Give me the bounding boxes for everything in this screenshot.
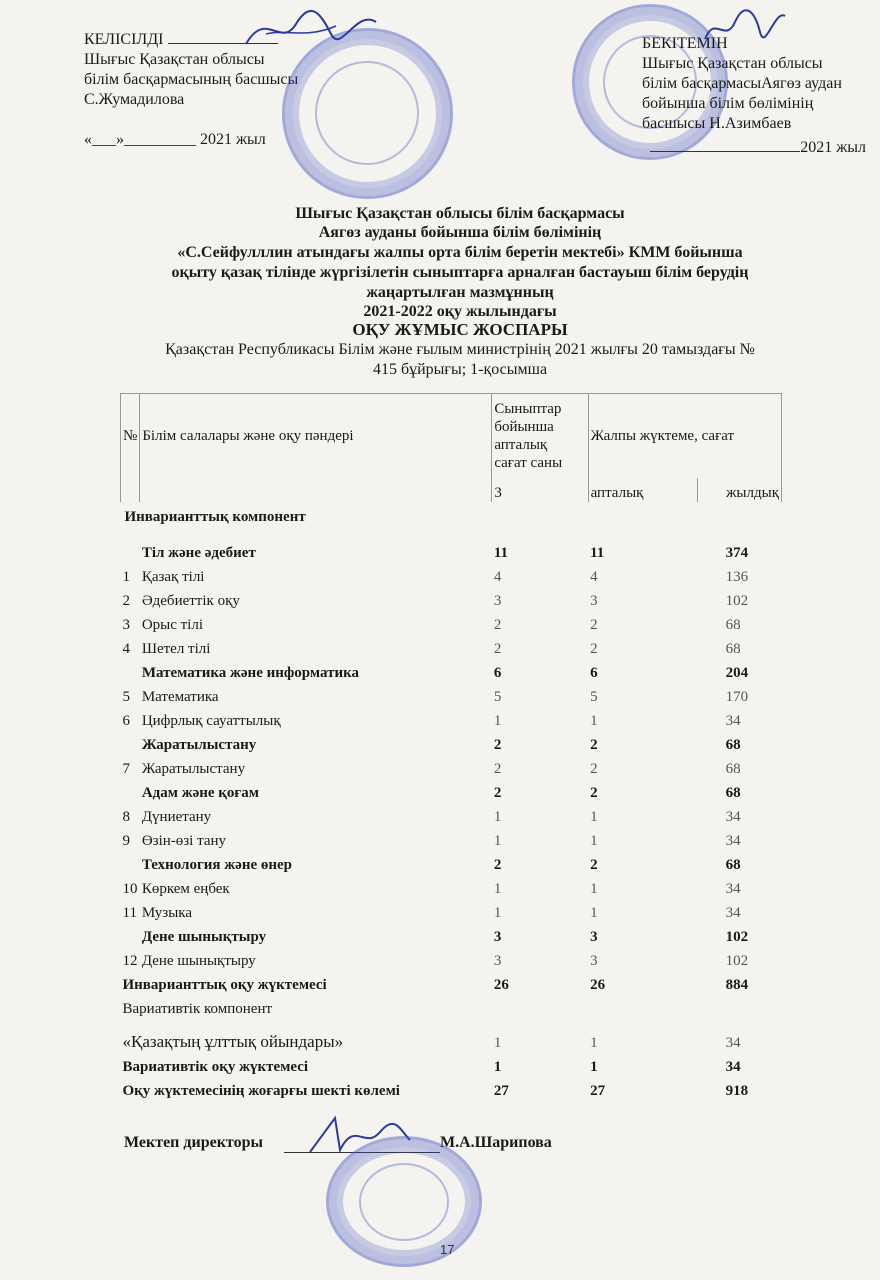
header-hours: Сыныптар бойынша апталық сағат саны	[492, 394, 588, 479]
row-grade-hours: 3	[493, 593, 502, 609]
header-yearly: жылдық	[698, 478, 782, 502]
row-name: Вариативтік оқу жүктемесі	[122, 1059, 309, 1075]
row-yearly: 68	[725, 617, 741, 633]
section-row	[121, 730, 782, 754]
row-grade-hours: 1	[493, 905, 502, 921]
doc-subtitle-line2: 415 бұйрығы; 1-қосымша	[372, 361, 548, 378]
row-name: Өзін-өзі тану	[141, 833, 227, 849]
row-weekly: 1	[590, 713, 598, 729]
row-yearly: 68	[725, 641, 741, 657]
row-yearly: 918	[725, 1083, 749, 1099]
row-name: Жаратылыстану	[141, 737, 257, 753]
row-name: Дене шынықтыру	[141, 953, 256, 969]
header-weekly: апталық	[588, 478, 697, 502]
variative-total-row	[121, 1052, 782, 1076]
row-name: Дүниетану	[141, 809, 212, 825]
row-grade-hours: 1	[493, 713, 502, 729]
row-grade-hours: 2	[493, 737, 502, 753]
approval-right-line3: бойынша білім бөлімінің	[642, 95, 814, 112]
row-num: 8	[122, 809, 130, 825]
row-name: Адам және қоғам	[141, 785, 259, 801]
row-num: 2	[122, 593, 130, 609]
row-weekly: 1	[590, 905, 598, 921]
row-yearly: 102	[725, 953, 749, 969]
row-grade-hours: 1	[493, 881, 502, 897]
row-weekly: 4	[590, 569, 598, 585]
table-subheader-row	[121, 478, 782, 502]
row-name: Жаратылыстану	[141, 761, 246, 777]
row-num: 5	[122, 689, 130, 705]
row-name: Оқу жүктемесінің жоғарғы шекті көлемі	[122, 1083, 400, 1099]
row-num: 10	[122, 881, 138, 897]
table-row	[121, 898, 782, 922]
row-yearly: 34	[725, 1035, 741, 1051]
variative-section-row	[121, 994, 782, 1018]
row-yearly: 68	[725, 737, 741, 753]
official-stamp-bottom	[326, 1136, 482, 1267]
row-grade-hours: 1	[493, 833, 502, 849]
row-name: Қазақ тілі	[141, 569, 205, 585]
row-num	[121, 658, 140, 682]
approval-left-line1: Шығыс Қазақстан облысы	[84, 51, 265, 68]
row-yearly: 34	[725, 809, 741, 825]
row-num	[121, 850, 140, 874]
row-grade-hours: 27	[493, 1083, 509, 1099]
row-weekly: 1	[590, 1059, 598, 1075]
row-grade-hours: 2	[493, 641, 502, 657]
row-weekly: 3	[590, 953, 598, 969]
section-row	[121, 850, 782, 874]
max-total-row	[121, 1076, 782, 1100]
row-grade-hours: 2	[493, 617, 502, 633]
approval-left-line3: С.Жумадилова	[84, 91, 185, 108]
row-name: Музыка	[141, 905, 192, 921]
row-yearly: 102	[725, 593, 749, 609]
row-name: Математика	[141, 689, 219, 705]
row-num	[121, 922, 140, 946]
doc-title-line1: Шығыс Қазақстан облысы білім басқармасы	[295, 205, 625, 222]
row-num: 7	[122, 761, 130, 777]
row-yearly: 68	[725, 785, 741, 801]
row-yearly: 204	[725, 665, 749, 681]
row-grade-hours: 26	[493, 977, 509, 993]
approval-right	[642, 34, 842, 134]
table-row	[121, 802, 782, 826]
row-weekly: 6	[590, 665, 598, 681]
doc-title-main: ОҚУ ЖҰМЫС ЖОСПАРЫ	[352, 320, 568, 339]
table-row	[121, 562, 782, 586]
row-yearly: 34	[725, 713, 741, 729]
header-total: Жалпы жүктеме, сағат	[588, 394, 781, 479]
row-weekly: 1	[590, 881, 598, 897]
row-weekly: 2	[590, 617, 598, 633]
row-grade-hours: 2	[493, 857, 502, 873]
row-num: 1	[122, 569, 130, 585]
row-weekly: 27	[590, 1083, 606, 1099]
row-weekly: 3	[590, 929, 598, 945]
signature-left	[236, 4, 386, 54]
row-name: Математика және информатика	[141, 665, 360, 681]
doc-title-line4: оқыту қазақ тілінде жүргізілетін сыныптарға арналған бастауыш білім берудің	[171, 264, 749, 281]
row-weekly: 2	[590, 737, 598, 753]
row-weekly: 2	[590, 857, 598, 873]
invariant-label: Инварианттық компонент	[124, 509, 306, 525]
row-weekly: 2	[590, 761, 598, 777]
header-subjects: Білім салалары және оқу пәндері	[140, 394, 492, 479]
row-grade-hours: 6	[493, 665, 502, 681]
doc-title-line3: «С.Сейфулллин атындағы жалпы орта білім беретін мектебі» КММ бойынша	[177, 244, 743, 261]
approval-right-line2: білім басқармасыАягөз аудан	[642, 75, 842, 92]
row-yearly: 68	[725, 857, 741, 873]
approval-left-line2: білім басқармасының басшысы	[84, 71, 299, 88]
row-yearly: 34	[725, 833, 741, 849]
row-yearly: 884	[725, 977, 749, 993]
row-yearly: 136	[725, 569, 749, 585]
row-name: Орыс тілі	[141, 617, 204, 633]
approval-right-date: 2021 жыл	[800, 139, 866, 156]
director-label: Мектеп директоры	[124, 1134, 263, 1151]
approval-right-date-row	[640, 138, 866, 158]
row-weekly: 5	[590, 689, 598, 705]
row-num	[121, 778, 140, 802]
row-weekly: 26	[590, 977, 606, 993]
table-row	[121, 634, 782, 658]
row-num: 12	[122, 953, 138, 969]
row-grade-hours: 11	[493, 545, 508, 561]
table-row	[121, 706, 782, 730]
row-weekly: 11	[590, 545, 605, 561]
header-grade: 3	[492, 478, 588, 502]
row-weekly: 1	[590, 1035, 598, 1051]
page-number: 17	[440, 1242, 455, 1257]
approval-left-label: КЕЛІСІЛДІ	[84, 30, 298, 50]
table-row	[121, 682, 782, 706]
row-name: Көркем еңбек	[141, 881, 230, 897]
variative-row	[121, 1018, 782, 1052]
invariant-total-row	[121, 970, 782, 994]
doc-title-line2: Аягөз ауданы бойынша білім бөлімінің	[318, 224, 602, 241]
header-num: №	[121, 394, 140, 479]
row-yearly: 34	[725, 881, 741, 897]
doc-subtitle-line1: Қазақстан Республикасы Білім және ғылым министрінің 2021 жылғы 20 тамыздағы №	[165, 341, 755, 358]
row-grade-hours: 1	[493, 1035, 502, 1051]
section-row	[121, 526, 782, 562]
row-weekly: 3	[590, 593, 598, 609]
row-name: «Қазақтың ұлттық ойындары»	[122, 1032, 344, 1051]
row-num: 3	[122, 617, 130, 633]
row-num: 11	[122, 905, 137, 921]
doc-title-line5: жаңартылған мазмұнның	[366, 284, 554, 301]
approval-right-line1: Шығыс Қазақстан облысы	[642, 55, 823, 72]
row-name: Шетел тілі	[141, 641, 211, 657]
row-num	[121, 526, 140, 562]
invariant-section-row	[121, 502, 782, 526]
approval-right-label: БЕКІТЕМІН	[642, 35, 728, 52]
table-row	[121, 946, 782, 970]
row-weekly: 2	[590, 785, 598, 801]
row-yearly: 102	[725, 929, 749, 945]
row-grade-hours: 2	[493, 761, 502, 777]
section-row	[121, 778, 782, 802]
row-num: 6	[122, 713, 130, 729]
row-yearly: 68	[725, 761, 741, 777]
row-weekly: 2	[590, 641, 598, 657]
section-row	[121, 922, 782, 946]
row-grade-hours: 3	[493, 929, 502, 945]
row-num	[121, 730, 140, 754]
row-grade-hours: 1	[493, 1059, 502, 1075]
table-row	[121, 586, 782, 610]
row-yearly: 374	[725, 545, 749, 561]
table-header-row	[121, 394, 782, 479]
row-yearly: 34	[725, 1059, 741, 1075]
table-row	[121, 826, 782, 850]
row-name: Тіл және әдебиет	[141, 545, 256, 561]
approval-left-date: «___»_________ 2021 жыл	[84, 131, 266, 148]
row-grade-hours: 5	[493, 689, 502, 705]
row-grade-hours: 4	[493, 569, 502, 585]
row-grade-hours: 3	[493, 953, 502, 969]
row-yearly: 34	[725, 905, 741, 921]
row-weekly: 1	[590, 833, 598, 849]
row-name: Технология және өнер	[141, 857, 293, 873]
section-row	[121, 658, 782, 682]
curriculum-table	[120, 393, 782, 1100]
row-name: Цифрлық сауаттылық	[141, 713, 281, 729]
table-row	[121, 754, 782, 778]
row-yearly: 170	[725, 689, 749, 705]
row-grade-hours: 2	[493, 785, 502, 801]
table-row	[121, 610, 782, 634]
row-weekly: 1	[590, 809, 598, 825]
row-num: 4	[122, 641, 130, 657]
row-grade-hours: 1	[493, 809, 502, 825]
director-name: М.А.Шарипова	[440, 1134, 552, 1151]
row-name: Әдебиеттік оқу	[141, 593, 240, 609]
row-name: Дене шынықтыру	[141, 929, 267, 945]
row-name: Инварианттық оқу жүктемесі	[122, 977, 327, 993]
doc-title-line6: 2021-2022 оқу жылындағы	[363, 303, 557, 320]
row-num: 9	[122, 833, 130, 849]
table-row	[121, 874, 782, 898]
approval-right-line4: басшысы Н.Азимбаев	[642, 115, 792, 132]
variative-label: Вариативтік компонент	[122, 1001, 273, 1017]
